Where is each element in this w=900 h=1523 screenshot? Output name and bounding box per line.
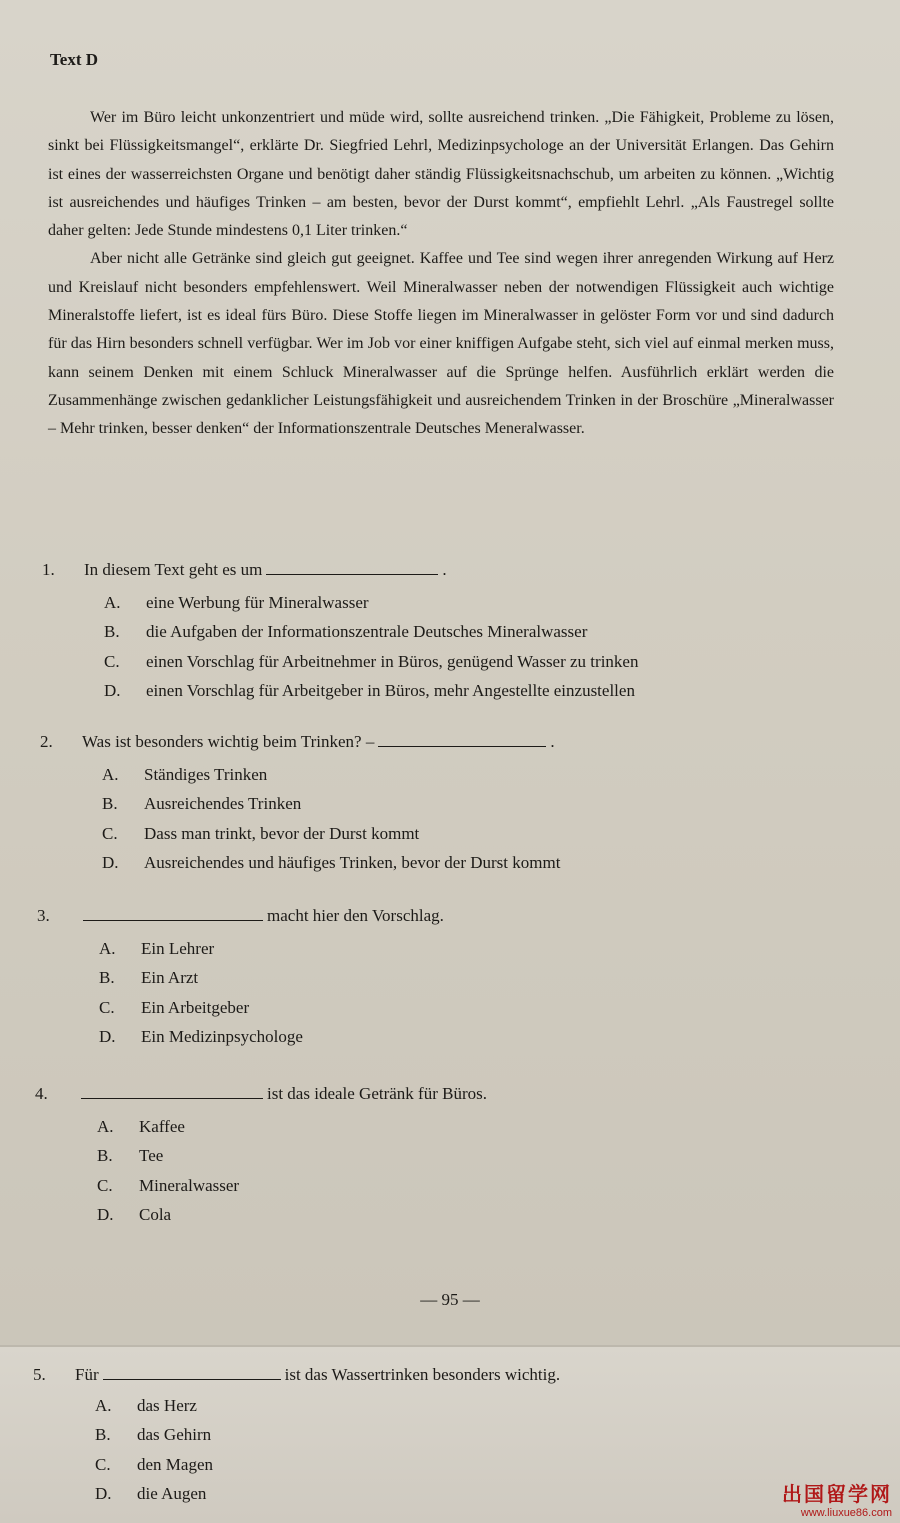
question-text-end: . [550,732,555,751]
question-number: 2. [40,732,53,751]
question-number: 1. [42,560,55,579]
question-text: Was ist besonders wichtig beim Trinken? – [82,732,375,751]
option-a: A. Ein Lehrer [99,938,215,958]
question-stem [42,560,638,580]
passage-paragraph: Wer im Büro leicht unkonzentriert und müde wird, sollte ausreichend trinken. „Die Fähigkeit, Probleme zu lösen, sinkt bei Flüssigkeitsmangel“, erklärte Dr. Siegfried Lehrl, Medizinpsychologe an der Universität Erlangen. Das Gehirn ist eines der wasserreichsten Organe und benötigt daher ständig Flüssigkeitsnachschub, um arbeiten zu können. „Wichtig ist ausreichendes und häufiges Trinken – am besten, bevor der Durst kommt“, empfiehlt Lehrl. „Als Faustregel sollte daher gelten: Jede Stunde mindestens 0,1 Liter trinken.“ [48,109,834,240]
site-watermark [782,1478,892,1519]
answer-options [99,934,444,1052]
answer-options [102,760,560,878]
option-a: A. Ständiges Trinken [102,764,268,784]
option-c: C. Mineralwasser [97,1175,240,1195]
option-d: D. die Augen [95,1484,207,1504]
option-c: C. Dass man trinkt, bevor der Durst kommt [102,823,420,843]
option-b: B. das Gehirn [95,1425,212,1445]
watermark-url: www.liuxue86.com [800,1507,892,1519]
option-b: B. Tee [97,1146,164,1166]
answer-blank [81,1097,263,1099]
question-text-end: . [442,560,447,579]
answer-options [95,1391,560,1509]
option-b: B. die Aufgaben der Informationszentrale Deutsches Mineralwasser [104,622,588,642]
passage-paragraph: Aber nicht alle Getränke sind gleich gut geeignet. Kaffee und Tee sind wegen ihrer anregenden Wirkung auf Herz und Kreislauf nicht besonders empfehlenswert. Weil Mineralwasser neben der notwendigen Flüssigkeit auch wichtige Mineralstoffe liefert, ist es ideal fürs Büro. Diese Stoffe liegen im Mineralwasser in gelöster Form vor und sind dadurch für das Hirn besonders schnell verfügbar. Wer im Job vor einer kniffigen Aufgabe steht, sich viel auf einmal merken muss, kann seinem Denken mit einem Schluck Mineralwasser auf die Sprünge helfen. Ausführlich erklärt werden die Zusammenhänge zwischen gedanklicher Leistungsfähigkeit und ausreichendem Trinken in der Broschüre „Mineralwasser – Mehr trinken, besser denken“ der Informationszentrale Deutsches Meneralwasser. [48,250,834,438]
answer-blank [266,573,438,575]
watermark-logo-text: 出国留学网 [782,1484,892,1506]
reading-passage [48,104,834,444]
option-c: C. einen Vorschlag für Arbeitnehmer in Büros, genügend Wasser zu trinken [104,651,639,671]
question-text-end: macht hier den Vorschlag. [267,906,444,925]
option-d: D. Ausreichendes und häufiges Trinken, bevor der Durst kommt [102,853,561,873]
question-text: Für [75,1365,99,1384]
question-3 [37,906,444,1052]
question-5 [33,1365,560,1509]
text-title: Text D [50,50,99,69]
answer-options [97,1112,487,1230]
question-1 [42,560,638,706]
question-number: 3. [37,906,50,925]
option-d: D. einen Vorschlag für Arbeitgeber in Büros, mehr Angestellte einzustellen [104,681,635,701]
option-a: A. das Herz [95,1395,197,1415]
option-a: A. eine Werbung für Mineralwasser [104,592,369,612]
question-4 [35,1084,487,1230]
option-b: B. Ausreichendes Trinken [102,794,302,814]
question-2 [40,732,560,878]
page-number: — 95 — [420,1290,480,1309]
question-stem [35,1084,487,1104]
question-text-end: ist das Wassertrinken besonders wichtig. [284,1365,561,1384]
answer-blank [103,1378,281,1380]
question-number: 5. [33,1365,46,1384]
question-stem [33,1365,560,1385]
option-c: C. den Magen [95,1454,214,1474]
option-b: B. Ein Arzt [99,968,199,988]
answer-options [104,588,638,706]
textbook-page-continued [0,1345,900,1523]
question-stem [37,906,444,926]
option-d: D. Cola [97,1205,172,1225]
answer-blank [378,745,546,747]
answer-blank [83,919,263,921]
question-number: 4. [35,1084,48,1103]
option-d: D. Ein Medizinpsychologe [99,1027,303,1047]
question-text: In diesem Text geht es um [84,560,263,579]
question-text-end: ist das ideale Getränk für Büros. [267,1084,487,1103]
question-stem [40,732,560,752]
option-c: C. Ein Arbeitgeber [99,997,250,1017]
option-a: A. Kaffee [97,1116,185,1136]
